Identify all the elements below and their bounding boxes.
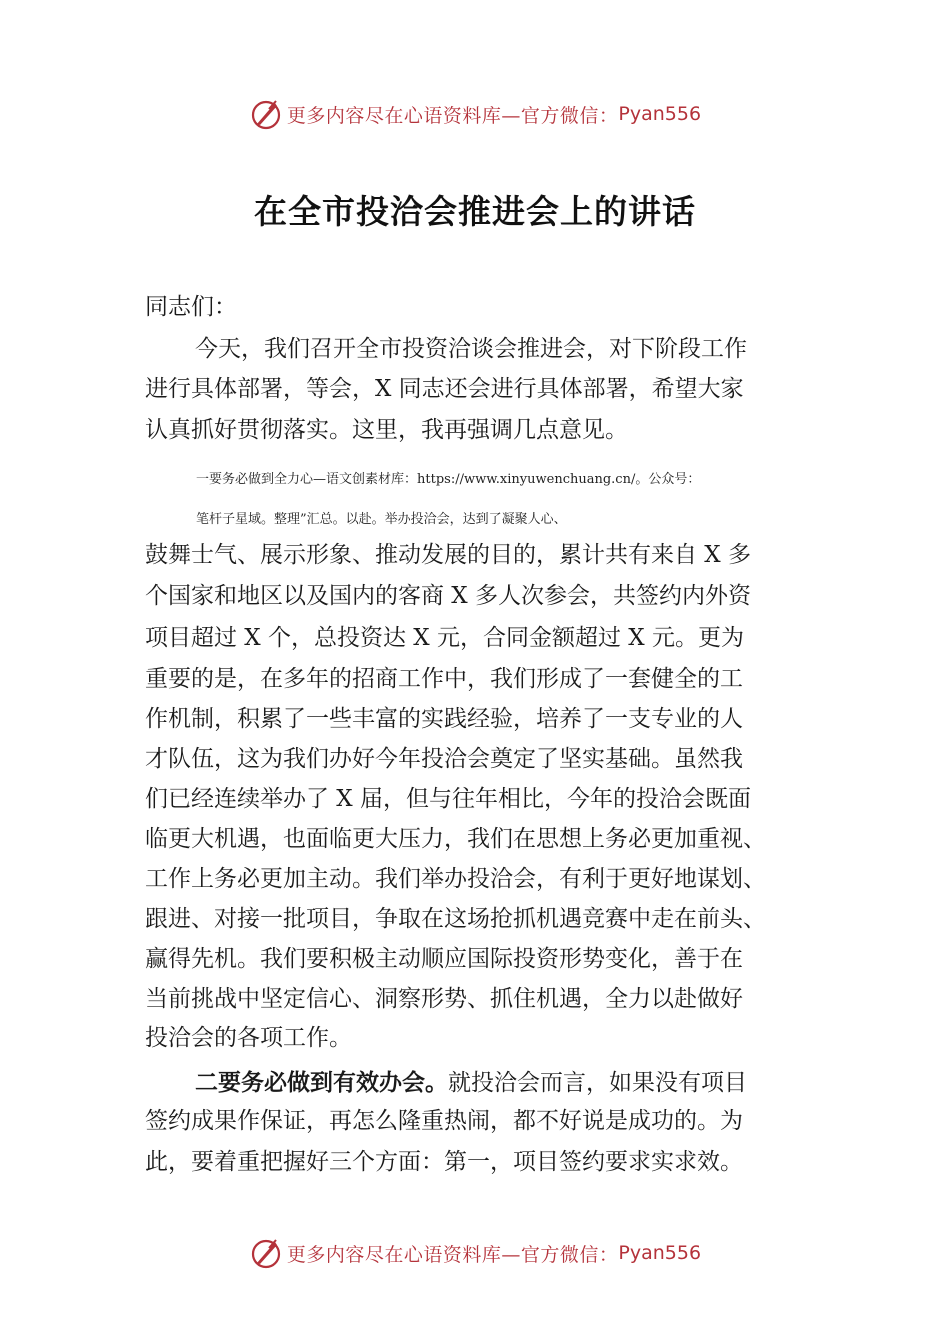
section2-first-line-text: 就投洽会而言，如果没有项目	[448, 1070, 747, 1096]
intro-line: 今天，我们召开全市投资洽谈会推进会，对下阶段工作	[195, 336, 747, 362]
body-line: 项目超过 X 个，总投资达 X 元，合同金额超过 X 元。更为	[145, 625, 744, 651]
body-line: 当前挑战中坚定信心、洞察形势、抓住机遇，全力以赴做好	[145, 986, 743, 1012]
body-line: 作机制，积累了一些丰富的实践经验，培养了一支专业的人	[145, 706, 743, 732]
quill-circle-logo-icon	[249, 97, 283, 131]
body-line: 跟进、对接一批项目，争取在这场抢抓机遇竞赛中走在前头、	[145, 906, 766, 932]
body-line: 投洽会的各项工作。	[145, 1025, 352, 1051]
note-line: 一要务必做到全力心—语文创素材库：https://www.xinyuwenchuang.cn/。公众号：	[196, 472, 701, 487]
banner-wechat-id: Pyan556	[618, 1242, 702, 1264]
banner-text: 更多内容尽在心语资料库—官方微信：	[286, 104, 619, 127]
quill-circle-logo-icon	[249, 1236, 283, 1270]
body-line: 工作上务必更加主动。我们举办投洽会，有利于更好地谋划、	[145, 866, 766, 892]
section2-line: 此，要着重把握好三个方面：第一，项目签约要求实求效。	[145, 1149, 743, 1175]
body-line: 重要的是，在多年的招商工作中，我们形成了一套健全的工	[145, 666, 743, 692]
document-title: 在全市投洽会推进会上的讲话	[254, 192, 696, 231]
footer-banner	[0, 1233, 950, 1273]
body-line: 鼓舞士气、展示形象、推动发展的目的，累计共有来自 X 多	[145, 542, 751, 568]
body-line: 临更大机遇，也面临更大压力，我们在思想上务必更加重视、	[145, 826, 766, 852]
section2-heading: 二要务必做到有效办会。	[195, 1070, 448, 1096]
note-line: 笔杆子星域。整理”汇总。以赴。举办投洽会，达到了凝聚人心、	[196, 512, 567, 527]
intro-line: 进行具体部署，等会，X 同志还会进行具体部署，希望大家	[145, 376, 744, 402]
body-line: 赢得先机。我们要积极主动顺应国际投资形势变化，善于在	[145, 946, 743, 972]
salutation: 同志们：	[145, 294, 237, 320]
section2-first-line	[195, 1068, 747, 1098]
banner-text: 更多内容尽在心语资料库—官方微信：	[286, 1243, 619, 1266]
body-line: 个国家和地区以及国内的客商 X 多人次参会，共签约内外资	[145, 583, 751, 609]
header-banner	[0, 94, 950, 134]
body-line: 们已经连续举办了 X 届，但与往年相比，今年的投洽会既面	[145, 786, 751, 812]
section2-line: 签约成果作保证，再怎么隆重热闹，都不好说是成功的。为	[145, 1108, 743, 1134]
body-line: 才队伍，这为我们办好今年投洽会奠定了坚实基础。虽然我	[145, 746, 743, 772]
banner-wechat-id: Pyan556	[618, 103, 702, 125]
intro-line: 认真抓好贯彻落实。这里，我再强调几点意见。	[145, 417, 628, 443]
